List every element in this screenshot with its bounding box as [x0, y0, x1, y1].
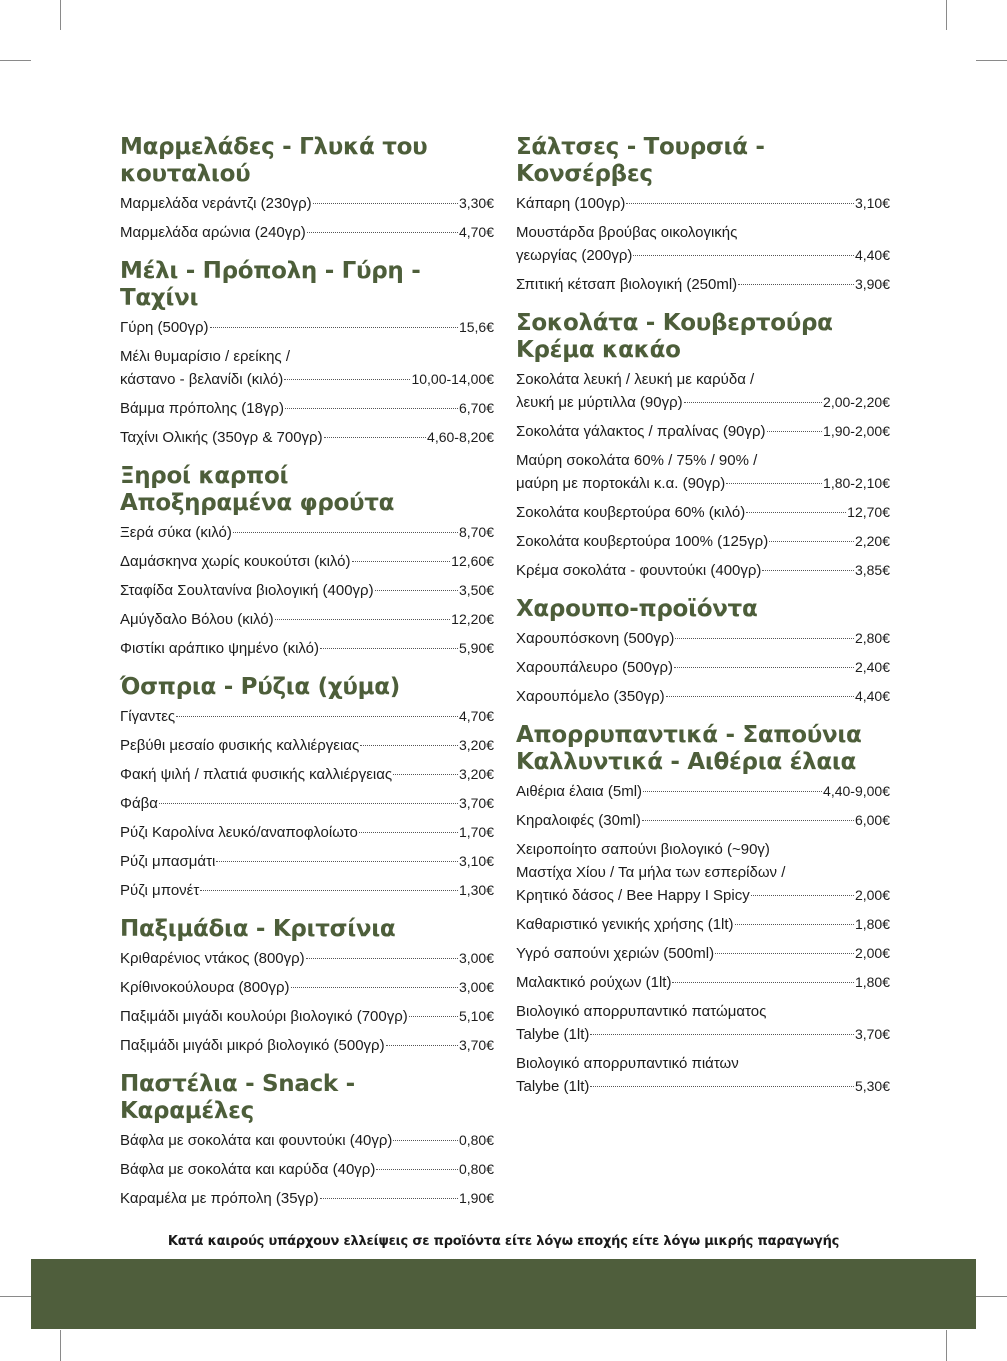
item-price: 1,90-2,00€ — [823, 423, 890, 439]
crop-mark — [976, 1296, 1007, 1297]
dot-leader — [376, 1169, 458, 1170]
menu-item — [516, 838, 890, 907]
item-name-line: Σοκολάτα λευκή / λευκή με καρύδα / — [516, 371, 755, 388]
dot-leader — [767, 431, 822, 432]
menu-item — [120, 879, 494, 902]
footer-band — [31, 1259, 976, 1329]
dot-leader — [159, 803, 458, 804]
menu-section — [516, 596, 890, 708]
section-title-line: Παστέλια - Snack - Καραμέλες — [120, 1071, 355, 1124]
item-price: 0,80€ — [458, 1132, 494, 1148]
item-name: Ρύζι Καρολίνα λευκό/αναποφλοίωτο — [120, 824, 358, 841]
item-price: 15,6€ — [458, 319, 494, 335]
item-price: 3,20€ — [458, 766, 494, 782]
item-name: Ρύζι μπασμάτι — [120, 853, 216, 870]
item-name: Μαρμελάδα νεράντζι (230γρ) — [120, 195, 312, 212]
dot-leader — [590, 1034, 854, 1035]
item-price: 5,10€ — [458, 1008, 494, 1024]
item-name: Σοκολάτα γάλακτος / πραλίνας (90γρ) — [516, 423, 766, 440]
menu-item — [120, 192, 494, 215]
item-price: 1,80€ — [854, 974, 890, 990]
item-price: 0,80€ — [458, 1161, 494, 1177]
item-name: Φακή ψιλή / πλατιά φυσικής καλλιέργειας — [120, 766, 393, 783]
section-title-line: Καλλυντικά - Αιθέρια έλαια — [516, 749, 856, 775]
crop-mark — [60, 1330, 61, 1361]
right-column — [516, 134, 890, 1112]
item-name-line: Μαστίχα Χίου / Τα μήλα των εσπερίδων / — [516, 864, 786, 881]
item-name: Χαρουπόμελο (350γρ) — [516, 688, 665, 705]
dot-leader — [672, 982, 853, 983]
dot-leader — [726, 483, 822, 484]
dot-leader — [375, 590, 458, 591]
dot-leader — [210, 327, 458, 328]
item-price: 6,70€ — [458, 400, 494, 416]
section-title-line: Κρέμα κακάο — [516, 337, 681, 363]
section-title-line: Σοκολάτα - Κουβερτούρα — [516, 310, 833, 336]
menu-item — [120, 947, 494, 970]
menu-section — [120, 134, 494, 244]
item-price: 5,90€ — [458, 640, 494, 656]
item-name: Βάμμα πρόπολης (18γρ) — [120, 400, 284, 417]
item-price: 6,00€ — [854, 812, 890, 828]
item-name: Υγρό σαπούνι χεριών (500ml) — [516, 945, 715, 962]
item-name: Παξιμάδι μιγάδι μικρό βιολογικό (500γρ) — [120, 1037, 385, 1054]
section-title-line: Όσπρια - Ρύζια (χύμα) — [120, 674, 400, 700]
item-price: 12,70€ — [847, 504, 890, 520]
menu-item — [120, 734, 494, 757]
menu-item — [120, 316, 494, 339]
dot-leader — [715, 953, 854, 954]
menu-item — [516, 273, 890, 296]
menu-item — [516, 685, 890, 708]
item-name-line: Μέλι θυμαρίσιο / ερείκης / — [120, 348, 290, 365]
item-name: Σοκολάτα κουβερτούρα 60% (κιλό) — [516, 504, 746, 521]
item-name: Αιθέρια έλαια (5ml) — [516, 783, 643, 800]
section-title-line: Σάλτσες - Τουρσιά - Κονσέρβες — [516, 134, 765, 187]
dot-leader — [233, 532, 458, 533]
item-price: 5,30€ — [854, 1078, 890, 1094]
menu-item — [516, 368, 890, 414]
item-name: Φάβα — [120, 795, 158, 812]
item-price: 3,00€ — [458, 979, 494, 995]
dot-leader — [738, 284, 854, 285]
menu-item — [516, 559, 890, 582]
section-title-line: Αποξηραμένα φρούτα — [120, 490, 395, 516]
item-name: Χαρουπάλευρο (500γρ) — [516, 659, 674, 676]
item-name: Κριθαρένιος ντάκος (800γρ) — [120, 950, 305, 967]
dot-leader — [360, 745, 458, 746]
menu-item — [516, 627, 890, 650]
item-name: κάστανο - βελανίδι (κιλό) — [120, 371, 284, 388]
item-price: 4,70€ — [458, 708, 494, 724]
availability-note: Κατά καιρούς υπάρχουν ελλείψεις σε προϊόντα είτε λόγω εποχής είτε λόγω μικρής παραγωγής — [167, 1234, 840, 1249]
menu-section — [120, 258, 494, 449]
item-name-line: Χειροποίητο σαπούνι βιολογικό (~90γ) — [516, 841, 770, 858]
dot-leader — [313, 203, 458, 204]
menu-item — [516, 780, 890, 803]
item-price: 1,70€ — [458, 824, 494, 840]
item-name: Μαλακτικό ρούχων (1lt) — [516, 974, 672, 991]
section-title — [516, 596, 890, 623]
dot-leader — [666, 696, 854, 697]
dot-leader — [275, 619, 451, 620]
menu-item — [120, 1034, 494, 1057]
item-name-line: Μουστάρδα βρούβας οικολογικής — [516, 224, 738, 241]
item-price: 2,00€ — [854, 945, 890, 961]
dot-leader — [285, 408, 458, 409]
dot-leader — [642, 820, 854, 821]
item-price: 3,90€ — [854, 276, 890, 292]
item-name: Βάφλα με σοκολάτα και καρύδα (40γρ) — [120, 1161, 376, 1178]
dot-leader — [409, 1016, 458, 1017]
item-name: Μαρμελάδα αρώνια (240γρ) — [120, 224, 306, 241]
menu-item — [120, 1005, 494, 1028]
section-title — [516, 134, 890, 188]
menu-item — [120, 1129, 494, 1152]
section-title-line: Απορρυπαντικά - Σαπούνια — [516, 722, 862, 748]
menu-item — [120, 345, 494, 391]
menu-section — [120, 916, 494, 1057]
dot-leader — [176, 716, 458, 717]
crop-mark — [946, 0, 947, 30]
dot-leader — [626, 203, 854, 204]
item-price: 3,85€ — [854, 562, 890, 578]
crop-mark — [946, 1330, 947, 1361]
item-name: Σοκολάτα κουβερτούρα 100% (125γρ) — [516, 533, 769, 550]
dot-leader — [590, 1086, 854, 1087]
item-name: Καθαριστικό γενικής χρήσης (1lt) — [516, 916, 734, 933]
item-price: 1,90€ — [458, 1190, 494, 1206]
section-title — [120, 258, 494, 312]
item-name: Ρεβύθι μεσαίο φυσικής καλλιέργειας — [120, 737, 360, 754]
dot-leader — [320, 1198, 458, 1199]
section-title — [516, 722, 890, 776]
item-price: 2,80€ — [854, 630, 890, 646]
dot-leader — [746, 512, 846, 513]
menu-section — [120, 674, 494, 902]
crop-mark — [976, 60, 1007, 61]
item-name: Χαρουπόσκονη (500γρ) — [516, 630, 675, 647]
item-name: Ταχίνι Ολικής (350γρ & 700γρ) — [120, 429, 323, 446]
menu-item — [120, 579, 494, 602]
item-price: 1,80€ — [854, 916, 890, 932]
item-name-line: Βιολογικό απορρυπαντικό πατώματος — [516, 1003, 767, 1020]
section-title — [120, 674, 494, 701]
menu-item — [120, 397, 494, 420]
menu-item — [120, 792, 494, 815]
menu-item — [516, 1052, 890, 1098]
menu-item — [516, 913, 890, 936]
item-price: 3,70€ — [854, 1026, 890, 1042]
item-price: 2,00-2,20€ — [823, 394, 890, 410]
item-price: 2,40€ — [854, 659, 890, 675]
menu-item — [120, 637, 494, 660]
item-name: Ρύζι μπονέτ — [120, 882, 200, 899]
left-column — [120, 134, 494, 1224]
item-name: Καραμέλα με πρόπολη (35γρ) — [120, 1190, 319, 1207]
menu-item — [516, 656, 890, 679]
dot-leader — [762, 570, 854, 571]
dot-leader — [769, 541, 854, 542]
menu-item — [516, 501, 890, 524]
item-name: Γίγαντες — [120, 708, 176, 725]
item-price: 8,70€ — [458, 524, 494, 540]
item-name-line: Μαύρη σοκολάτα 60% / 75% / 90% / — [516, 452, 758, 469]
item-price: 3,70€ — [458, 1037, 494, 1053]
dot-leader — [216, 861, 458, 862]
dot-leader — [352, 561, 451, 562]
dot-leader — [324, 437, 426, 438]
item-price: 4,70€ — [458, 224, 494, 240]
item-price: 4,40€ — [854, 688, 890, 704]
menu-item — [516, 192, 890, 215]
menu-item — [120, 1158, 494, 1181]
menu-item — [516, 971, 890, 994]
menu-section — [516, 310, 890, 582]
dot-leader — [307, 232, 458, 233]
menu-item — [120, 850, 494, 873]
section-title-line: Παξιμάδια - Κριτσίνια — [120, 916, 396, 942]
dot-leader — [735, 924, 854, 925]
section-title — [120, 134, 494, 188]
menu-section — [120, 1071, 494, 1210]
dot-leader — [674, 667, 854, 668]
item-price: 12,60€ — [451, 553, 494, 569]
menu-item — [516, 809, 890, 832]
dot-leader — [633, 255, 854, 256]
menu-item — [120, 763, 494, 786]
section-title — [120, 916, 494, 943]
dot-leader — [386, 1045, 458, 1046]
menu-item — [516, 942, 890, 965]
item-name: Κηραλοιφές (30ml) — [516, 812, 641, 829]
menu-item — [516, 449, 890, 495]
crop-mark — [0, 1296, 31, 1297]
item-name: Δαμάσκηνα χωρίς κουκούτσι (κιλό) — [120, 553, 351, 570]
item-price: 3,00€ — [458, 950, 494, 966]
item-price: 3,10€ — [458, 853, 494, 869]
item-name: Παξιμάδι μιγάδι κουλούρι βιολογικό (700γρ) — [120, 1008, 408, 1025]
menu-item — [120, 550, 494, 573]
item-name: γεωργίας (200γρ) — [516, 247, 633, 264]
item-name: Ξερά σύκα (κιλό) — [120, 524, 232, 541]
item-price: 1,30€ — [458, 882, 494, 898]
section-title-line: Μέλι - Πρόπολη - Γύρη - Ταχίνι — [120, 258, 421, 311]
menu-item — [120, 521, 494, 544]
item-price: 4,40€ — [854, 247, 890, 263]
item-name: Κρητικό δάσος / Bee Happy I Spicy — [516, 887, 750, 904]
item-name: Φιστίκι αράπικο ψημένο (κιλό) — [120, 640, 320, 657]
item-name: Κάπαρη (100γρ) — [516, 195, 626, 212]
item-name: Σταφίδα Σουλτανίνα βιολογική (400γρ) — [120, 582, 374, 599]
dot-leader — [291, 987, 458, 988]
menu-item — [120, 426, 494, 449]
crop-mark — [0, 60, 31, 61]
menu-section — [120, 463, 494, 660]
item-name: Αμύγδαλο Βόλου (κιλό) — [120, 611, 274, 628]
dot-leader — [643, 791, 822, 792]
dot-leader — [306, 958, 458, 959]
menu-item — [120, 1187, 494, 1210]
menu-item — [516, 530, 890, 553]
item-name: λευκή με μύρτιλλα (90γρ) — [516, 394, 683, 411]
menu-section — [516, 134, 890, 296]
menu-item — [516, 221, 890, 267]
menu-item — [120, 821, 494, 844]
dot-leader — [684, 402, 822, 403]
dot-leader — [751, 895, 854, 896]
item-price: 3,50€ — [458, 582, 494, 598]
dot-leader — [393, 774, 458, 775]
menu-item — [120, 608, 494, 631]
item-name: Κρέμα σοκολάτα - φουντούκι (400γρ) — [516, 562, 762, 579]
section-title — [120, 463, 494, 517]
section-title — [120, 1071, 494, 1125]
item-price: 4,40-9,00€ — [823, 783, 890, 799]
item-name: Κρίθινοκούλουρα (800γρ) — [120, 979, 290, 996]
menu-item — [516, 1000, 890, 1046]
item-price: 3,30€ — [458, 195, 494, 211]
item-name: Βάφλα με σοκολάτα και φουντούκι (40γρ) — [120, 1132, 393, 1149]
menu-section — [516, 722, 890, 1098]
menu-item — [120, 705, 494, 728]
item-name: Σπιτική κέτσαπ βιολογική (250ml) — [516, 276, 738, 293]
item-name-line: Βιολογικό απορρυπαντικό πιάτων — [516, 1055, 739, 1072]
section-title-line: Ξηροί καρποί — [120, 463, 289, 489]
section-title-line: Μαρμελάδες - Γλυκά του κουταλιού — [120, 134, 428, 187]
menu-item — [516, 420, 890, 443]
item-name: Talybe (1lt) — [516, 1078, 590, 1095]
section-title — [516, 310, 890, 364]
item-price: 3,70€ — [458, 795, 494, 811]
section-title-line: Χαρουπο-προϊόντα — [516, 596, 758, 622]
item-name: μαύρη με πορτοκάλι κ.α. (90γρ) — [516, 475, 726, 492]
crop-mark — [60, 0, 61, 30]
item-name: Γύρη (500γρ) — [120, 319, 209, 336]
item-price: 3,10€ — [854, 195, 890, 211]
dot-leader — [200, 890, 458, 891]
item-price: 12,20€ — [451, 611, 494, 627]
item-price: 3,20€ — [458, 737, 494, 753]
item-price: 2,20€ — [854, 533, 890, 549]
menu-item — [120, 221, 494, 244]
item-price: 10,00-14,00€ — [411, 371, 494, 387]
item-price: 1,80-2,10€ — [823, 475, 890, 491]
dot-leader — [675, 638, 854, 639]
dot-leader — [284, 379, 410, 380]
dot-leader — [359, 832, 458, 833]
item-name: Talybe (1lt) — [516, 1026, 590, 1043]
item-price: 4,60-8,20€ — [427, 429, 494, 445]
dot-leader — [393, 1140, 458, 1141]
item-price: 2,00€ — [854, 887, 890, 903]
menu-item — [120, 976, 494, 999]
dot-leader — [320, 648, 458, 649]
